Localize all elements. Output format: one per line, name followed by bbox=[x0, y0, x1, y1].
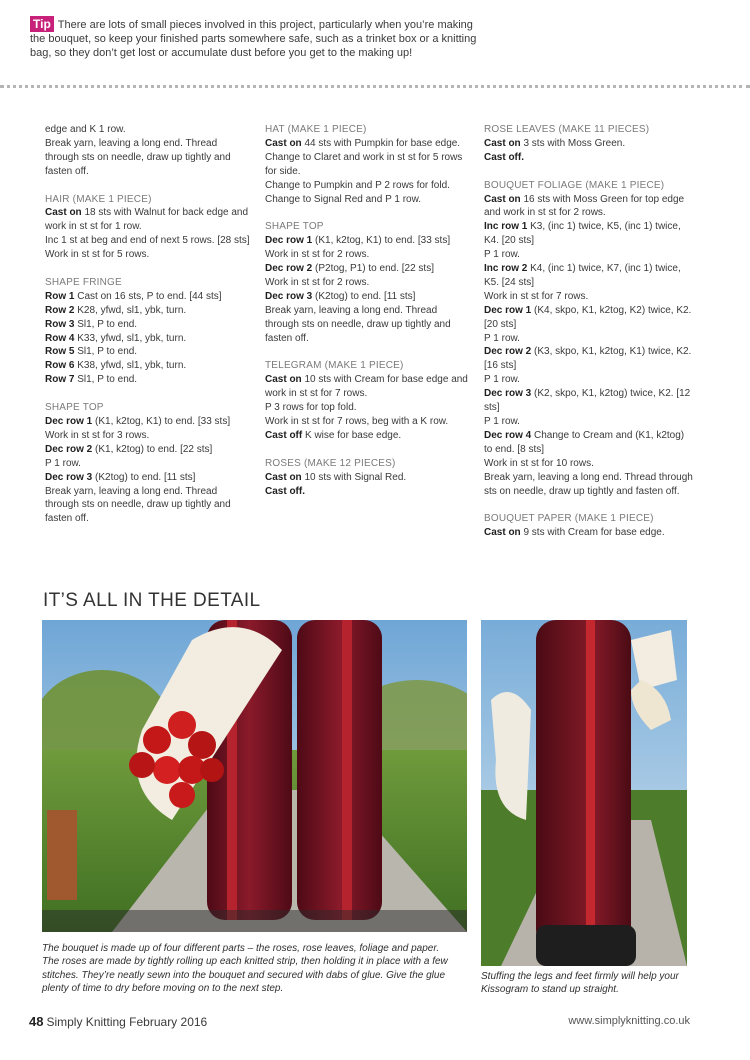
text-line: Break yarn, leaving a long end. Thread through sts on needle, draw up tightly and fasten off. bbox=[484, 471, 693, 497]
instruction-text: (P2tog, P1) to end. [22 sts] bbox=[312, 263, 434, 275]
instruction bbox=[484, 262, 694, 290]
instruction bbox=[484, 304, 694, 332]
instruction bbox=[45, 206, 250, 234]
instruction-text: 9 sts with Cream for base edge. bbox=[520, 527, 665, 539]
instruction-keyword: Cast off. bbox=[484, 151, 524, 163]
instruction bbox=[265, 290, 470, 304]
instruction-keyword: Cast off bbox=[265, 429, 303, 441]
instruction bbox=[484, 429, 694, 457]
section-heading-hair: HAIR (MAKE 1 PIECE) bbox=[45, 193, 152, 205]
instruction bbox=[45, 471, 250, 485]
instruction bbox=[265, 373, 470, 401]
text-line: edge and K 1 row. bbox=[45, 124, 126, 135]
text-line: Work in st st for 10 rows. bbox=[484, 457, 594, 469]
instruction-text: (K2, skpo, K1, k2tog) twice, K2. [12 sts] bbox=[484, 388, 691, 414]
instruction-text: (K1, k2tog, K1) to end. [33 sts] bbox=[312, 235, 451, 247]
instruction bbox=[45, 415, 250, 429]
pattern-column-3 bbox=[484, 123, 694, 540]
website-url: www.simplyknitting.co.uk bbox=[568, 1015, 690, 1027]
instruction-text: (K1, k2tog) to end. [22 sts] bbox=[92, 443, 213, 455]
instruction-text: K28, yfwd, sl1, ybk, turn. bbox=[74, 304, 187, 316]
text-line: Break yarn, leaving a long end. Thread through sts on needle, draw up tightly and fasten off. bbox=[265, 304, 451, 344]
instruction-keyword: Dec row 2 bbox=[45, 443, 93, 455]
instruction-keyword: Row 4 bbox=[45, 332, 75, 344]
instruction-text: Sl1, P to end. bbox=[74, 346, 138, 358]
instruction bbox=[45, 345, 250, 359]
instruction bbox=[484, 193, 694, 221]
instruction-text: 44 sts with Pumpkin for base edge. bbox=[301, 137, 461, 149]
section-heading-telegram: TELEGRAM (MAKE 1 PIECE) bbox=[265, 360, 404, 372]
instruction-text: 18 sts with Walnut for back edge and work in st st for 1 row. bbox=[45, 207, 249, 233]
instruction bbox=[45, 443, 250, 457]
instruction-text: 3 sts with Moss Green. bbox=[520, 137, 626, 149]
instruction-keyword: Dec row 1 bbox=[45, 415, 93, 427]
instruction bbox=[45, 304, 250, 318]
instruction-keyword: Inc row 2 bbox=[484, 263, 528, 275]
section-heading-hat: HAT (MAKE 1 PIECE) bbox=[265, 124, 367, 135]
photo-legs bbox=[481, 620, 687, 966]
instruction-keyword: Inc row 1 bbox=[484, 221, 528, 233]
footer-left bbox=[29, 1014, 207, 1029]
instruction-text: (K4, skpo, K1, k2tog, K2) twice, K2. [20 sts] bbox=[484, 304, 692, 330]
instruction-text: Sl1, P to end. bbox=[74, 374, 138, 386]
instruction-keyword: Cast on bbox=[265, 374, 302, 386]
instruction bbox=[484, 387, 694, 415]
instruction bbox=[45, 359, 250, 373]
instruction bbox=[484, 220, 694, 248]
instruction bbox=[45, 290, 250, 304]
pattern-column-2 bbox=[265, 123, 470, 498]
instruction-keyword: Dec row 1 bbox=[265, 235, 313, 247]
text-line: Break yarn, leaving a long end. Thread through sts on needle, draw up tightly and fasten off. bbox=[45, 137, 231, 177]
instruction bbox=[45, 373, 250, 387]
instruction-keyword: Cast on bbox=[265, 471, 302, 483]
instruction bbox=[484, 345, 694, 373]
text-line: Inc 1 st at beg and end of next 5 rows. [28 sts] bbox=[45, 235, 250, 247]
text-line: Change to Claret and work in st st for 5 rows for side. bbox=[265, 151, 463, 177]
text-line: P 1 row. bbox=[484, 416, 520, 428]
instruction-keyword: Cast on bbox=[265, 137, 302, 149]
instruction bbox=[265, 234, 470, 248]
instruction-text: K33, yfwd, sl1, ybk, turn. bbox=[74, 332, 187, 344]
text-line: P 1 row. bbox=[484, 332, 520, 344]
text-line: Work in st st for 5 rows. bbox=[45, 249, 150, 261]
section-heading-bouquet-paper: BOUQUET PAPER (MAKE 1 PIECE) bbox=[484, 513, 654, 525]
text-line: Work in st st for 2 rows. bbox=[265, 249, 370, 261]
instruction-keyword: Dec row 3 bbox=[265, 290, 313, 302]
instruction-text: Cast on 16 sts, P to end. [44 sts] bbox=[74, 290, 222, 302]
text-line: Change to Pumpkin and P 2 rows for fold. bbox=[265, 179, 450, 191]
tip-box bbox=[30, 16, 490, 60]
instruction bbox=[45, 318, 250, 332]
instruction-keyword: Cast on bbox=[484, 527, 521, 539]
instruction-keyword: Cast on bbox=[484, 193, 521, 205]
page-number: 48 bbox=[29, 1014, 44, 1029]
instruction bbox=[265, 137, 470, 151]
instruction-text: K4, (inc 1) twice, K7, (inc 1) twice, K5. [24 sts] bbox=[484, 263, 681, 288]
section-heading-shape-fringe: SHAPE FRINGE bbox=[45, 276, 122, 288]
instruction-text: 10 sts with Signal Red. bbox=[301, 471, 407, 483]
instruction-text: 16 sts with Moss Green for top edge and work in st st for 2 rows. bbox=[484, 193, 685, 219]
instruction-text: (K1, k2tog, K1) to end. [33 sts] bbox=[92, 415, 231, 427]
text-line: P 1 row. bbox=[484, 374, 520, 386]
instruction bbox=[484, 137, 694, 151]
instruction-keyword: Row 6 bbox=[45, 360, 75, 372]
instruction-keyword: Dec row 2 bbox=[484, 346, 532, 358]
instruction-keyword: Dec row 4 bbox=[484, 429, 532, 441]
dotted-divider bbox=[0, 85, 750, 88]
tip-text: There are lots of small pieces involved in this project, particularly when you’re making the bouquet, so keep your finished parts somewhere safe, such as a trinket box or a knitting bag, so they don’t get lost or accumulate dust before you get to the making up! bbox=[30, 19, 477, 59]
text-line: P 3 rows for top fold. bbox=[265, 402, 357, 414]
section-title: IT’S ALL IN THE DETAIL bbox=[43, 590, 261, 611]
instruction-keyword: Dec row 2 bbox=[265, 263, 313, 275]
text-line: P 1 row. bbox=[484, 249, 520, 261]
instruction bbox=[265, 485, 470, 499]
instruction-text: K wise for base edge. bbox=[302, 429, 402, 441]
instruction-text: (K2tog) to end. [11 sts] bbox=[312, 290, 416, 302]
instruction-keyword: Cast on bbox=[45, 207, 82, 219]
instruction-keyword: Cast off. bbox=[265, 485, 305, 497]
instruction-keyword: Dec row 3 bbox=[484, 388, 532, 400]
instruction-keyword: Dec row 1 bbox=[484, 304, 532, 316]
instruction bbox=[265, 429, 470, 443]
instruction-keyword: Row 2 bbox=[45, 304, 75, 316]
text-line: Work in st st for 2 rows. bbox=[265, 276, 370, 288]
instruction-text: K3, (inc 1) twice, K5, (inc 1) twice, K4. [20 sts] bbox=[484, 221, 681, 247]
text-line: P 1 row. bbox=[45, 457, 81, 469]
section-heading-shape-top: SHAPE TOP bbox=[265, 221, 324, 233]
section-heading-roses: ROSES (MAKE 12 PIECES) bbox=[265, 457, 396, 469]
instruction-text: (K3, skpo, K1, k2tog, K1) twice, K2. [16 sts] bbox=[484, 346, 692, 372]
text-line: Break yarn, leaving a long end. Thread through sts on needle, draw up tightly and fasten off. bbox=[45, 485, 231, 525]
instruction-keyword: Row 3 bbox=[45, 318, 75, 330]
text-line: Work in st st for 7 rows, beg with a K row. bbox=[265, 416, 449, 427]
pattern-column-1 bbox=[45, 123, 250, 526]
instruction bbox=[484, 151, 694, 165]
instruction bbox=[45, 332, 250, 346]
instruction-text: 10 sts with Cream for base edge and work in st st for 7 rows. bbox=[265, 374, 468, 400]
text-line: Work in st st for 3 rows. bbox=[45, 429, 150, 441]
caption-bouquet: The bouquet is made up of four different parts – the roses, rose leaves, foliage and paper. The roses are made by tightly rolling up each knitted strip, then holding it in place with a few stitches. They’re neatly sewn into the bouquet and secured with dabs of glue. Give the glue plenty of time to dry before moving on to the next step. bbox=[42, 943, 448, 995]
instruction-keyword: Row 1 bbox=[45, 290, 75, 302]
instruction bbox=[265, 471, 470, 485]
instruction bbox=[484, 526, 694, 540]
tip-badge: Tip bbox=[30, 16, 54, 32]
section-heading-rose-leaves: ROSE LEAVES (MAKE 11 PIECES) bbox=[484, 124, 650, 135]
instruction-keyword: Dec row 3 bbox=[45, 471, 93, 483]
magazine-issue: Simply Knitting February 2016 bbox=[46, 1015, 208, 1029]
instruction bbox=[265, 262, 470, 276]
text-line: Work in st st for 7 rows. bbox=[484, 290, 589, 302]
photo-bouquet bbox=[42, 620, 467, 932]
instruction-keyword: Cast on bbox=[484, 137, 521, 149]
instruction-text: Change to Cream and (K1, k2tog) to end. [8 sts] bbox=[484, 429, 685, 455]
instruction-keyword: Row 5 bbox=[45, 346, 75, 358]
instruction-text: Sl1, P to end. bbox=[74, 318, 138, 330]
text-line: Change to Signal Red and P 1 row. bbox=[265, 193, 422, 205]
section-heading-shape-top: SHAPE TOP bbox=[45, 402, 104, 414]
instruction-text: (K2tog) to end. [11 sts] bbox=[92, 471, 196, 483]
caption-legs: Stuffing the legs and feet firmly will help your Kissogram to stand up straight. bbox=[481, 971, 679, 996]
instruction-keyword: Row 7 bbox=[45, 374, 75, 386]
instruction-text: K38, yfwd, sl1, ybk, turn. bbox=[74, 360, 187, 372]
section-heading-bouquet-foliage: BOUQUET FOLIAGE (MAKE 1 PIECE) bbox=[484, 179, 665, 191]
